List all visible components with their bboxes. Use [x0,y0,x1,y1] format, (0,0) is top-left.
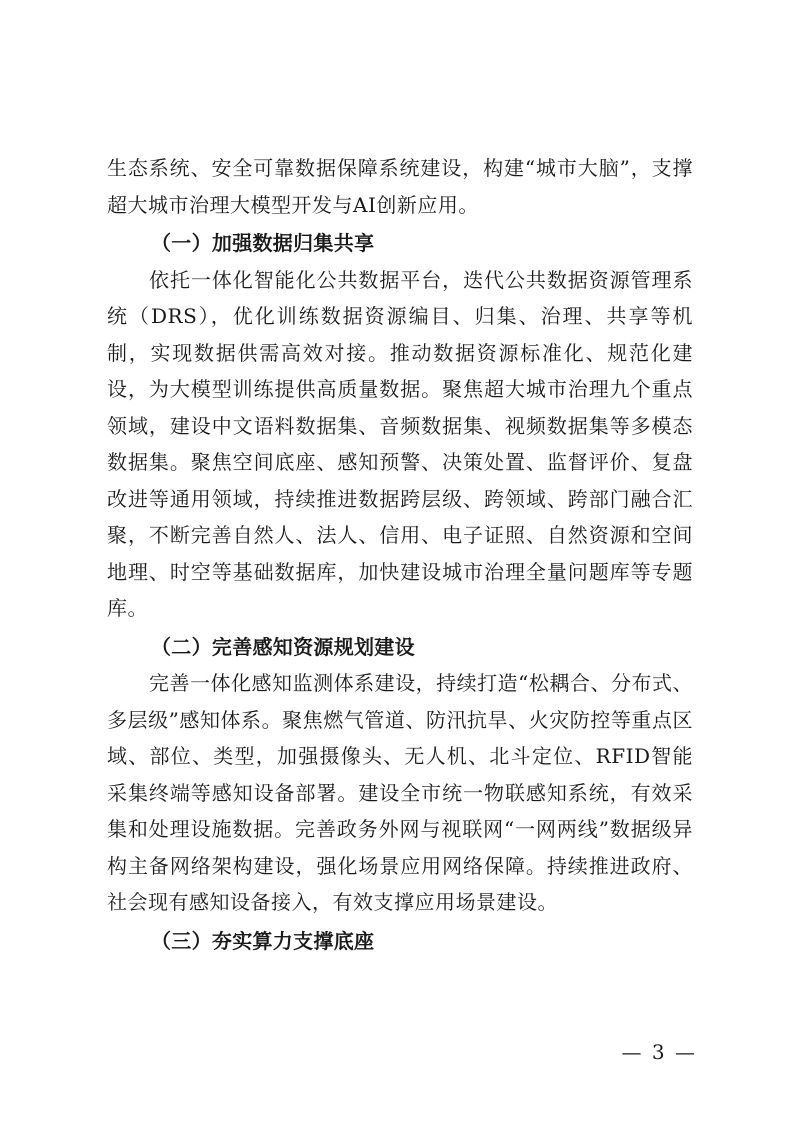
page-number: — 3 — [621,1040,697,1064]
paragraph-intro-continuation: 生态系统、安全可靠数据保障系统建设，构建“城市大脑”，支撑超大城市治理大模型开发与AI创新应用。 [107,156,693,217]
section-heading-perception-resources: （二）完善感知资源规划建设 [151,634,415,659]
document-body [107,150,693,959]
section-heading-data-sharing: （一）加强数据归集共享 [151,231,375,255]
paragraph-data-sharing: 依托一体化智能化公共数据平台，迭代公共数据资源管理系统（DRS），优化训练数据资源编目、归集、治理、共享等机制，实现数据供需高效对接。推动数据资源标准化、规范化建设，为大模型训练提供高质量数据。聚焦超大城市治理九个重点领域，建设中文语料数据集、音频数据集、视频数据集等多模态数据集。聚焦空间底座、感知预警、决策处置、监督评价、复盘改进等通用领域，持续推进数据跨层级、跨领域、跨部门融合汇聚，不断完善自然人、法人、信用、电子证照、自然资源和空间地理、时空等基础数据库，加快建设城市治理全量问题库等专题库。 [107,267,693,620]
paragraph-perception-resources: 完善一体化感知监测体系建设，持续打造“松耦合、分布式、多层级”感知体系。聚焦燃气管道、防汛抗旱、火灾防控等重点区域、部位、类型，加强摄像头、无人机、北斗定位、RFID智能采集终端等感知设备部署。建设全市统一物联感知系统，有效采集和处理设施数据。完善政务外网与视联网“一网两线”数据级异构主备网络架构建设，强化场景应用网络保障。持续推进政府、社会现有感知设备接入，有效支撑应用场景建设。 [107,671,693,914]
section-heading-computing-base: （三）夯实算力支撑底座 [151,928,375,953]
